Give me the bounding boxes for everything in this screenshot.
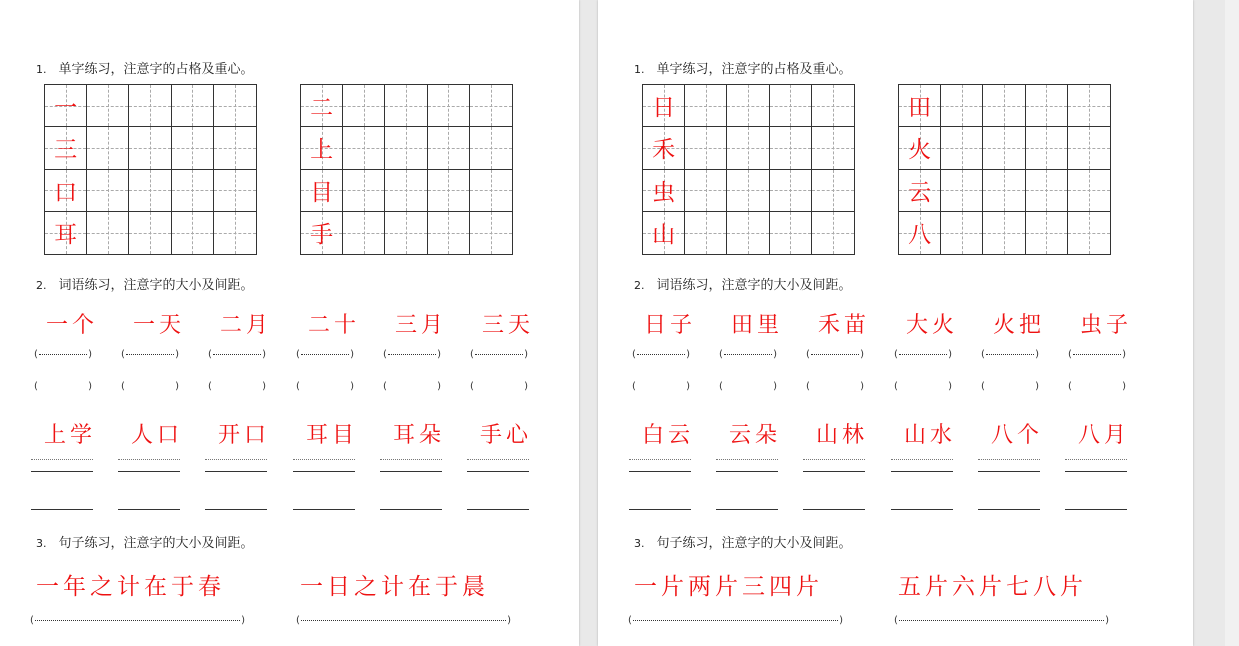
writing-line[interactable] xyxy=(1065,459,1127,473)
grid-cell[interactable] xyxy=(899,170,941,212)
dotted-guide xyxy=(467,459,529,460)
paren-close: ) xyxy=(686,380,690,392)
sentence-answer-box[interactable] xyxy=(30,614,245,626)
section2-number: 2. xyxy=(36,279,47,292)
dotted-guide xyxy=(380,459,442,460)
grid-cell[interactable] xyxy=(214,127,256,169)
paren-open: ( xyxy=(894,348,898,360)
grid-cell[interactable] xyxy=(643,170,685,212)
model-word: 虫子 xyxy=(1079,313,1132,338)
solid-guide xyxy=(978,471,1040,472)
grid-cell[interactable] xyxy=(770,127,812,169)
model-word: 人口 xyxy=(130,423,183,448)
grid-cell[interactable] xyxy=(727,85,769,127)
grid-cell[interactable] xyxy=(45,85,87,127)
paren-open: ( xyxy=(383,380,387,392)
paren-open: ( xyxy=(121,348,125,360)
paren-close: ) xyxy=(262,348,266,360)
solid-guide xyxy=(891,471,953,472)
pinyin-answer-box[interactable] xyxy=(34,380,92,392)
paren-open: ( xyxy=(1068,380,1072,392)
model-character: 虫 xyxy=(652,179,676,206)
grid-cell[interactable] xyxy=(770,170,812,212)
solid-guide xyxy=(31,471,93,472)
paren-close: ) xyxy=(1105,614,1109,626)
grid-cell[interactable] xyxy=(1026,127,1068,169)
grid-cell[interactable] xyxy=(385,127,427,169)
grid-cell[interactable] xyxy=(899,127,941,169)
grid-cell[interactable] xyxy=(470,212,512,254)
solid-guide xyxy=(380,471,442,472)
char-practice-grid xyxy=(642,84,855,255)
writing-line[interactable] xyxy=(891,509,953,510)
paren-close: ) xyxy=(1035,348,1039,360)
grid-cell[interactable] xyxy=(812,127,854,169)
model-word: 耳朵 xyxy=(392,423,445,448)
grid-cell[interactable] xyxy=(45,212,87,254)
model-character: 耳 xyxy=(54,222,78,249)
pinyin-answer-box[interactable] xyxy=(894,380,952,392)
grid-cell[interactable] xyxy=(941,127,983,169)
grid-cell[interactable] xyxy=(428,85,470,127)
paren-open: ( xyxy=(296,614,300,626)
paren-close: ) xyxy=(262,380,266,392)
grid-cell[interactable] xyxy=(129,85,171,127)
solid-guide xyxy=(205,471,267,472)
model-word: 一天 xyxy=(132,313,185,338)
model-word: 三天 xyxy=(481,313,534,338)
grid-cell[interactable] xyxy=(685,85,727,127)
paren-close: ) xyxy=(1122,348,1126,360)
writing-line[interactable] xyxy=(467,459,529,473)
dotted-guide xyxy=(205,459,267,460)
paren-close: ) xyxy=(88,348,92,360)
grid-cell[interactable] xyxy=(812,212,854,254)
model-word: 山林 xyxy=(815,423,868,448)
grid-cell[interactable] xyxy=(1026,170,1068,212)
paren-fill xyxy=(301,354,349,355)
writing-line[interactable] xyxy=(205,509,267,510)
section1-title: 单字练习，注意字的占格及重心。 xyxy=(58,62,254,77)
grid-cell[interactable] xyxy=(643,212,685,254)
sentence-answer-box[interactable] xyxy=(894,614,1109,626)
writing-line[interactable] xyxy=(716,509,778,510)
paren-open: ( xyxy=(894,614,898,626)
model-sentence: 五片六片七八片 xyxy=(898,574,1087,600)
paren-fill xyxy=(301,620,506,621)
paren-fill xyxy=(213,354,261,355)
paren-close: ) xyxy=(175,380,179,392)
model-word: 手心 xyxy=(479,423,532,448)
grid-cell[interactable] xyxy=(1068,85,1110,127)
section2-title: 词语练习，注意字的大小及间距。 xyxy=(656,278,852,293)
grid-cell[interactable] xyxy=(301,170,343,212)
pinyin-answer-box[interactable] xyxy=(719,348,777,360)
sentence-answer-box[interactable] xyxy=(628,614,843,626)
section1-number: 1. xyxy=(634,63,645,76)
grid-cell[interactable] xyxy=(87,85,129,127)
paren-fill xyxy=(899,354,947,355)
paren-close: ) xyxy=(1035,380,1039,392)
pinyin-answer-box[interactable] xyxy=(981,348,1039,360)
pinyin-answer-box[interactable] xyxy=(208,380,266,392)
grid-cell[interactable] xyxy=(812,85,854,127)
paren-fill xyxy=(126,354,174,355)
paren-open: ( xyxy=(719,380,723,392)
pinyin-answer-box[interactable] xyxy=(470,380,528,392)
grid-cell[interactable] xyxy=(685,212,727,254)
grid-cell[interactable] xyxy=(45,127,87,169)
model-word: 云朵 xyxy=(728,423,781,448)
writing-line[interactable] xyxy=(293,459,355,473)
model-sentence: 一片两片三四片 xyxy=(634,574,823,600)
pinyin-answer-box[interactable] xyxy=(981,380,1039,392)
grid-cell[interactable] xyxy=(1068,212,1110,254)
paren-open: ( xyxy=(296,380,300,392)
paren-close: ) xyxy=(437,380,441,392)
paren-open: ( xyxy=(894,380,898,392)
pinyin-answer-box[interactable] xyxy=(632,380,690,392)
grid-cell[interactable] xyxy=(770,212,812,254)
grid-cell[interactable] xyxy=(470,170,512,212)
model-character: 三 xyxy=(54,137,78,164)
dotted-guide xyxy=(978,459,1040,460)
model-word: 禾苗 xyxy=(817,313,870,338)
paren-close: ) xyxy=(948,380,952,392)
model-sentence: 一日之计在于晨 xyxy=(300,574,489,600)
grid-cell[interactable] xyxy=(172,85,214,127)
solid-guide xyxy=(1065,471,1127,472)
paren-open: ( xyxy=(470,348,474,360)
section2-heading xyxy=(36,274,254,293)
paren-close: ) xyxy=(686,348,690,360)
pinyin-answer-box[interactable] xyxy=(383,380,441,392)
section2-number: 2. xyxy=(634,279,645,292)
grid-cell[interactable] xyxy=(770,85,812,127)
grid-cell[interactable] xyxy=(685,127,727,169)
model-character: 口 xyxy=(54,179,78,206)
writing-line[interactable] xyxy=(978,509,1040,510)
paren-open: ( xyxy=(806,380,810,392)
paren-fill xyxy=(724,354,772,355)
model-word: 田里 xyxy=(730,313,783,338)
paren-fill xyxy=(811,354,859,355)
model-word: 日子 xyxy=(643,313,696,338)
writing-line[interactable] xyxy=(118,509,180,510)
paren-close: ) xyxy=(773,348,777,360)
pinyin-answer-box[interactable] xyxy=(470,348,528,360)
section3-number: 3. xyxy=(634,537,645,550)
section1-title: 单字练习，注意字的占格及重心。 xyxy=(656,62,852,77)
model-character: 山 xyxy=(652,222,676,249)
section1-heading xyxy=(634,58,852,77)
grid-cell[interactable] xyxy=(1068,127,1110,169)
model-character: 一 xyxy=(54,95,78,122)
model-character: 二 xyxy=(310,95,334,122)
model-character: 禾 xyxy=(652,137,676,164)
writing-line[interactable] xyxy=(118,459,180,473)
grid-cell[interactable] xyxy=(343,212,385,254)
pinyin-answer-box[interactable] xyxy=(296,380,354,392)
section2-heading xyxy=(634,274,852,293)
grid-cell[interactable] xyxy=(343,85,385,127)
model-character: 云 xyxy=(908,179,932,206)
paren-fill xyxy=(637,354,685,355)
writing-line[interactable] xyxy=(978,459,1040,473)
dotted-guide xyxy=(803,459,865,460)
dotted-guide xyxy=(716,459,778,460)
pinyin-answer-box[interactable] xyxy=(296,348,354,360)
paren-close: ) xyxy=(175,348,179,360)
paren-close: ) xyxy=(88,380,92,392)
grid-cell[interactable] xyxy=(301,212,343,254)
pinyin-answer-box[interactable] xyxy=(34,348,92,360)
pinyin-answer-box[interactable] xyxy=(806,348,864,360)
grid-cell[interactable] xyxy=(385,212,427,254)
char-practice-grid xyxy=(300,84,513,255)
paren-open: ( xyxy=(632,348,636,360)
writing-line[interactable] xyxy=(891,459,953,473)
paren-open: ( xyxy=(806,348,810,360)
model-character: 八 xyxy=(908,222,932,249)
grid-cell[interactable] xyxy=(172,170,214,212)
solid-guide xyxy=(293,471,355,472)
section1-heading xyxy=(36,58,254,77)
solid-guide xyxy=(118,471,180,472)
pinyin-answer-box[interactable] xyxy=(632,348,690,360)
paren-close: ) xyxy=(948,348,952,360)
grid-cell[interactable] xyxy=(129,127,171,169)
paren-close: ) xyxy=(839,614,843,626)
grid-cell[interactable] xyxy=(685,170,727,212)
pinyin-answer-box[interactable] xyxy=(208,348,266,360)
grid-cell[interactable] xyxy=(45,170,87,212)
model-word: 三月 xyxy=(394,313,447,338)
paren-open: ( xyxy=(1068,348,1072,360)
writing-line[interactable] xyxy=(293,509,355,510)
grid-cell[interactable] xyxy=(643,127,685,169)
worksheet-page-left xyxy=(0,0,579,646)
model-word: 山水 xyxy=(903,423,956,448)
writing-line[interactable] xyxy=(803,459,865,473)
model-word: 大火 xyxy=(905,313,958,338)
grid-cell[interactable] xyxy=(727,170,769,212)
grid-cell[interactable] xyxy=(428,127,470,169)
writing-line[interactable] xyxy=(467,509,529,510)
writing-line[interactable] xyxy=(629,509,691,510)
model-character: 上 xyxy=(310,137,334,164)
paren-open: ( xyxy=(470,380,474,392)
model-character: 日 xyxy=(652,95,676,122)
solid-guide xyxy=(629,471,691,472)
dotted-guide xyxy=(118,459,180,460)
paren-open: ( xyxy=(296,348,300,360)
writing-line[interactable] xyxy=(380,509,442,510)
grid-cell[interactable] xyxy=(727,127,769,169)
pinyin-answer-box[interactable] xyxy=(1068,380,1126,392)
paren-fill xyxy=(35,620,240,621)
grid-cell[interactable] xyxy=(214,212,256,254)
dotted-guide xyxy=(1065,459,1127,460)
paren-close: ) xyxy=(1122,380,1126,392)
pinyin-answer-box[interactable] xyxy=(121,348,179,360)
model-word: 八个 xyxy=(990,423,1043,448)
model-character: 手 xyxy=(310,222,334,249)
writing-line[interactable] xyxy=(31,509,93,510)
paren-fill xyxy=(39,354,87,355)
solid-guide xyxy=(467,471,529,472)
paren-fill xyxy=(1073,354,1121,355)
worksheet-page-right xyxy=(598,0,1193,646)
model-word: 二十 xyxy=(307,313,360,338)
section3-heading xyxy=(634,532,852,551)
paren-close: ) xyxy=(507,614,511,626)
paren-close: ) xyxy=(524,380,528,392)
dotted-guide xyxy=(31,459,93,460)
dotted-guide xyxy=(293,459,355,460)
writing-line[interactable] xyxy=(31,459,93,473)
paren-open: ( xyxy=(628,614,632,626)
writing-line[interactable] xyxy=(380,459,442,473)
dotted-guide xyxy=(891,459,953,460)
grid-cell[interactable] xyxy=(983,85,1025,127)
paren-fill xyxy=(633,620,838,621)
paren-fill xyxy=(388,354,436,355)
grid-cell[interactable] xyxy=(301,85,343,127)
writing-line[interactable] xyxy=(629,459,691,473)
model-word: 火把 xyxy=(992,313,1045,338)
paren-close: ) xyxy=(860,380,864,392)
pinyin-answer-box[interactable] xyxy=(1068,348,1126,360)
paren-open: ( xyxy=(34,380,38,392)
pinyin-answer-box[interactable] xyxy=(719,380,777,392)
paren-open: ( xyxy=(121,380,125,392)
char-practice-grid xyxy=(898,84,1111,255)
grid-cell[interactable] xyxy=(899,212,941,254)
model-character: 目 xyxy=(310,179,334,206)
section3-heading xyxy=(36,532,254,551)
grid-cell[interactable] xyxy=(1068,170,1110,212)
paren-close: ) xyxy=(350,380,354,392)
paren-open: ( xyxy=(30,614,34,626)
solid-guide xyxy=(716,471,778,472)
model-word: 开口 xyxy=(217,423,270,448)
paren-close: ) xyxy=(860,348,864,360)
section1-number: 1. xyxy=(36,63,47,76)
grid-cell[interactable] xyxy=(385,85,427,127)
paren-close: ) xyxy=(241,614,245,626)
paren-open: ( xyxy=(981,348,985,360)
paren-open: ( xyxy=(383,348,387,360)
pinyin-answer-box[interactable] xyxy=(383,348,441,360)
model-character: 火 xyxy=(908,137,932,164)
grid-cell[interactable] xyxy=(983,212,1025,254)
grid-cell[interactable] xyxy=(1026,85,1068,127)
pinyin-answer-box[interactable] xyxy=(894,348,952,360)
grid-cell[interactable] xyxy=(214,170,256,212)
scrollbar-track[interactable] xyxy=(1225,0,1239,646)
paren-fill xyxy=(986,354,1034,355)
grid-cell[interactable] xyxy=(428,170,470,212)
paren-close: ) xyxy=(350,348,354,360)
grid-cell[interactable] xyxy=(983,170,1025,212)
paren-fill xyxy=(475,354,523,355)
grid-cell[interactable] xyxy=(87,127,129,169)
dotted-guide xyxy=(629,459,691,460)
model-word: 一个 xyxy=(45,313,98,338)
paren-open: ( xyxy=(208,380,212,392)
writing-line[interactable] xyxy=(1065,509,1127,510)
section3-title: 句子练习，注意字的大小及间距。 xyxy=(58,536,254,551)
grid-cell[interactable] xyxy=(643,85,685,127)
grid-cell[interactable] xyxy=(470,127,512,169)
pinyin-answer-box[interactable] xyxy=(806,380,864,392)
pinyin-answer-box[interactable] xyxy=(121,380,179,392)
paren-fill xyxy=(899,620,1104,621)
grid-cell[interactable] xyxy=(87,212,129,254)
grid-cell[interactable] xyxy=(129,212,171,254)
solid-guide xyxy=(803,471,865,472)
model-character: 田 xyxy=(908,95,932,122)
grid-cell[interactable] xyxy=(301,127,343,169)
grid-cell[interactable] xyxy=(172,212,214,254)
grid-cell[interactable] xyxy=(812,170,854,212)
model-word: 耳目 xyxy=(305,423,358,448)
grid-cell[interactable] xyxy=(941,212,983,254)
paren-open: ( xyxy=(632,380,636,392)
sentence-answer-box[interactable] xyxy=(296,614,511,626)
grid-cell[interactable] xyxy=(129,170,171,212)
model-word: 二月 xyxy=(219,313,272,338)
writing-line[interactable] xyxy=(716,459,778,473)
grid-cell[interactable] xyxy=(899,85,941,127)
paren-open: ( xyxy=(34,348,38,360)
grid-cell[interactable] xyxy=(214,85,256,127)
grid-cell[interactable] xyxy=(941,85,983,127)
paren-open: ( xyxy=(981,380,985,392)
grid-cell[interactable] xyxy=(941,170,983,212)
grid-cell[interactable] xyxy=(470,85,512,127)
grid-cell[interactable] xyxy=(428,212,470,254)
paren-open: ( xyxy=(719,348,723,360)
grid-cell[interactable] xyxy=(727,212,769,254)
paren-open: ( xyxy=(208,348,212,360)
paren-close: ) xyxy=(437,348,441,360)
model-word: 白云 xyxy=(641,423,694,448)
model-word: 上学 xyxy=(43,423,96,448)
paren-close: ) xyxy=(773,380,777,392)
writing-line[interactable] xyxy=(803,509,865,510)
paren-close: ) xyxy=(524,348,528,360)
section3-title: 句子练习，注意字的大小及间距。 xyxy=(656,536,852,551)
section3-number: 3. xyxy=(36,537,47,550)
section2-title: 词语练习，注意字的大小及间距。 xyxy=(58,278,254,293)
writing-line[interactable] xyxy=(205,459,267,473)
grid-cell[interactable] xyxy=(343,127,385,169)
grid-cell[interactable] xyxy=(1026,212,1068,254)
model-word: 八月 xyxy=(1077,423,1130,448)
model-sentence: 一年之计在于春 xyxy=(36,574,225,600)
grid-cell[interactable] xyxy=(172,127,214,169)
char-practice-grid xyxy=(44,84,257,255)
grid-cell[interactable] xyxy=(343,170,385,212)
grid-cell[interactable] xyxy=(385,170,427,212)
grid-cell[interactable] xyxy=(87,170,129,212)
grid-cell[interactable] xyxy=(983,127,1025,169)
